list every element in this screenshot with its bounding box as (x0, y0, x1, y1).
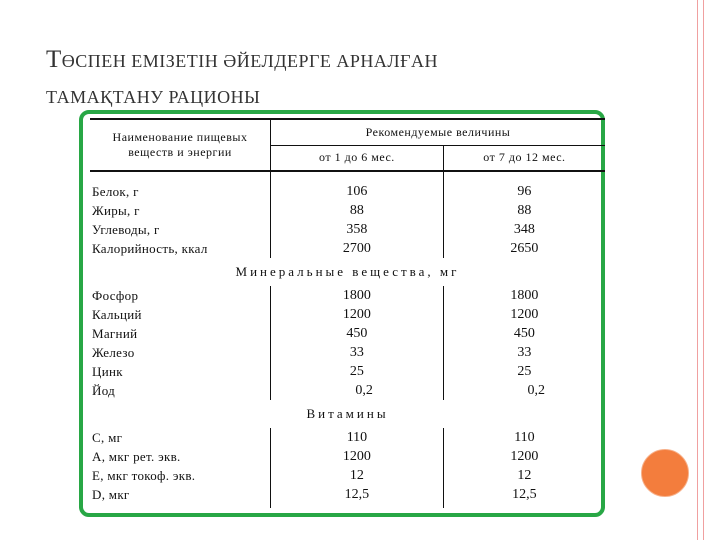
value-1-6-months: 106 (271, 182, 444, 201)
spacer-row (90, 171, 605, 182)
table-row (90, 428, 605, 447)
table-row (90, 182, 605, 201)
title-initial-cap: Т (46, 46, 62, 73)
title-line-1 (46, 42, 646, 79)
value-7-12-months: 25 (517, 363, 532, 379)
value-1-6-months: 88 (271, 201, 444, 220)
header-7-12-months: от 7 до 12 мес. (443, 145, 605, 171)
nutrition-table-body (90, 171, 605, 508)
nutrient-name: Магний (90, 324, 271, 343)
value-7-12-months: 12 (517, 467, 532, 483)
nutrient-name: Йод (90, 381, 271, 400)
table-row (90, 485, 605, 508)
value-7-12-months: 0,2 (527, 382, 545, 398)
table-row (90, 466, 605, 485)
table-row (90, 220, 605, 239)
value-7-12-months: 348 (513, 221, 535, 237)
slide-frame-line-right (703, 0, 704, 540)
nutrient-name: С, мг (90, 428, 271, 447)
value-1-6-months: 1800 (271, 286, 444, 305)
value-1-6-months: 358 (271, 220, 444, 239)
value-7-12-months: 1200 (510, 306, 539, 322)
table-row (90, 239, 605, 258)
nutrient-name: D, мкг (90, 485, 271, 508)
nutrient-name: Железо (90, 343, 271, 362)
value-1-6-months: 110 (271, 428, 444, 447)
table-row (90, 381, 605, 400)
value-7-12-months: 12,5 (512, 486, 537, 502)
title-line-1-text: ӨСПЕН ЕМІЗЕТІН ӘЙЕЛДЕРГЕ АРНАЛҒАН (61, 51, 439, 71)
nutrition-table-frame (79, 110, 605, 517)
nutrient-name: Фосфор (90, 286, 271, 305)
section-heading: Минеральные вещества, мг (235, 264, 460, 279)
section-heading-row (90, 400, 605, 428)
value-1-6-months: 450 (271, 324, 444, 343)
nutrient-name: Кальций (90, 305, 271, 324)
slide-title (46, 42, 646, 115)
nutrient-name: Е, мкг токоф. экв. (90, 466, 271, 485)
value-1-6-months: 25 (271, 362, 444, 381)
value-1-6-months: 0,2 (271, 381, 444, 400)
value-7-12-months: 96 (517, 183, 532, 199)
value-1-6-months: 1200 (271, 447, 444, 466)
section-heading-row (90, 258, 605, 286)
nutrient-name: Белок, г (90, 182, 271, 201)
table-row (90, 362, 605, 381)
table-row (90, 305, 605, 324)
table-row (90, 286, 605, 305)
value-1-6-months: 33 (271, 343, 444, 362)
table-row (90, 343, 605, 362)
nutrition-table (90, 118, 605, 508)
table-row (90, 201, 605, 220)
value-7-12-months: 33 (517, 344, 532, 360)
nutrient-name: Цинк (90, 362, 271, 381)
value-1-6-months: 2700 (271, 239, 444, 258)
value-1-6-months: 12 (271, 466, 444, 485)
value-7-12-months: 450 (513, 325, 535, 341)
nutrient-name: А, мкг рет. экв. (90, 447, 271, 466)
title-line-2: ТАМАҚТАНУ РАЦИОНЫ (46, 87, 261, 107)
value-7-12-months: 110 (514, 429, 535, 445)
header-nutrient-name: Наименование пищевых веществ и энергии (90, 119, 271, 171)
value-7-12-months: 1800 (510, 287, 539, 303)
value-1-6-months: 1200 (271, 305, 444, 324)
value-1-6-months: 12,5 (271, 485, 444, 508)
value-7-12-months: 2650 (510, 240, 539, 256)
nutrient-name: Жиры, г (90, 201, 271, 220)
header-1-6-months: от 1 до 6 мес. (271, 145, 444, 171)
decorative-orange-circle (641, 449, 689, 497)
table-row (90, 324, 605, 343)
header-recommended: Рекомендуемые величины (271, 119, 606, 145)
value-7-12-months: 88 (517, 202, 532, 218)
nutrient-name: Углеводы, г (90, 220, 271, 239)
table-row (90, 447, 605, 466)
slide-frame-line-left (697, 0, 698, 540)
section-heading: Витамины (306, 406, 389, 421)
nutrient-name: Калорийность, ккал (90, 239, 271, 258)
value-7-12-months: 1200 (510, 448, 539, 464)
